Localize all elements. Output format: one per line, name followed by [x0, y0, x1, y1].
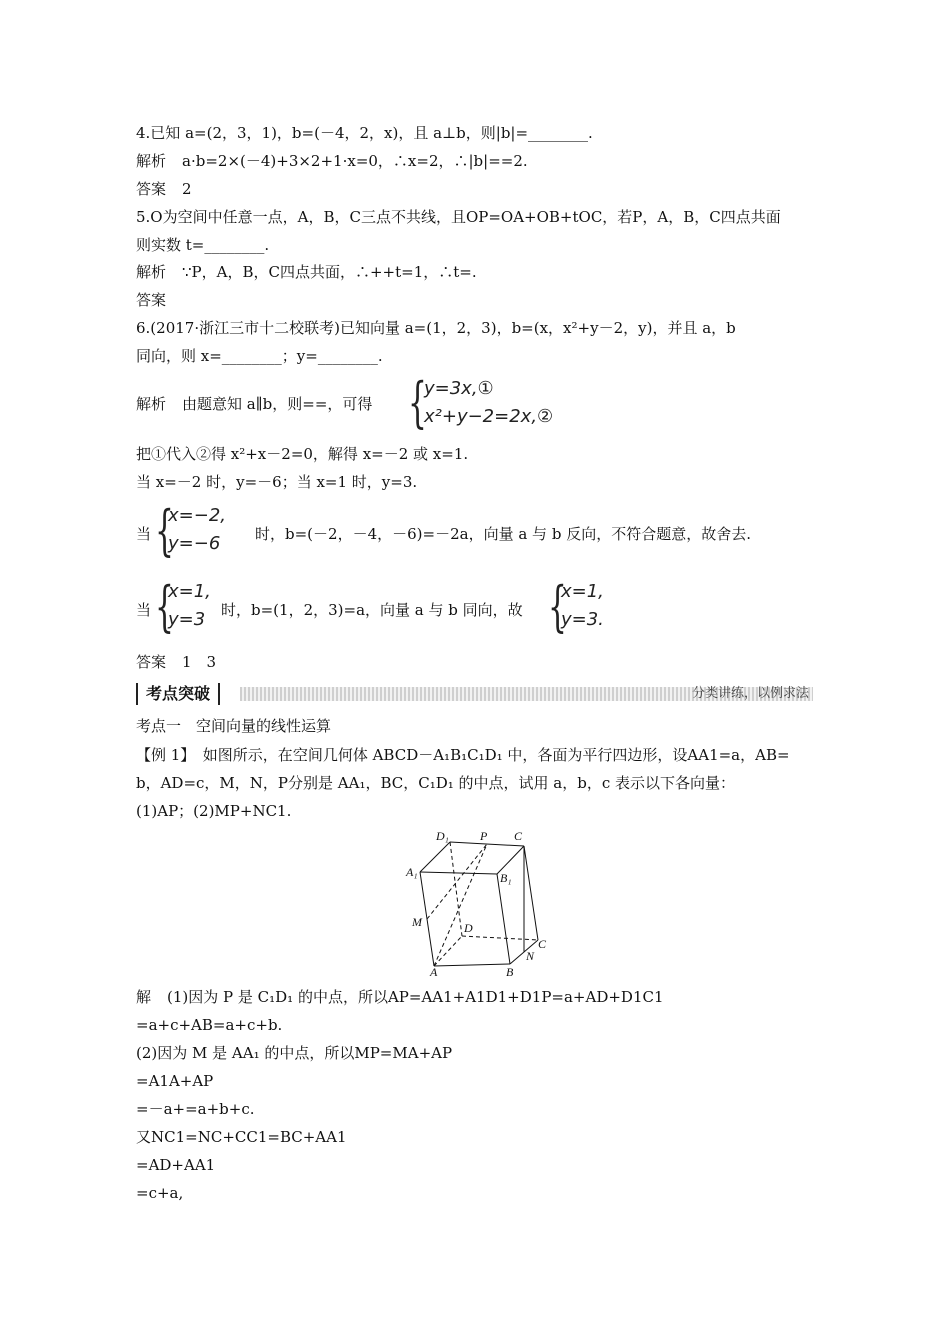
case-1-text: 当 时，b=(－2，－4，－6)=－2a，向量 a 与 b 反向，不符合题意，故舍去. [136, 525, 751, 543]
problem-4-text: 4.已知 a=(2，3，1)，b=(－4，2，x)，且 a⊥b，则|b|=________. [136, 124, 593, 142]
label-c: C [538, 937, 547, 951]
solution-line: =－a+=a+b+c. [136, 1100, 255, 1118]
solution-label: 解 [136, 988, 152, 1006]
example-1-questions: (1)AP；(2)MP+NC1. [136, 802, 292, 820]
section-subtitle: 分类讲练，以例求法 [691, 686, 809, 701]
parallelepiped-figure [402, 826, 562, 978]
solution-line: (2)因为 M 是 AA₁ 的中点，所以MP=MA+AP [136, 1044, 453, 1062]
problem-6-analysis: 解析 由题意知 a∥b，则==，可得 [136, 395, 373, 413]
solution-line: =AD+AA1 [136, 1156, 216, 1174]
solution-1: 解 (1)因为 P 是 C₁D₁ 的中点，所以AP=AA1+A1D1+D1P=a+AD+D1C1 [136, 988, 664, 1006]
brace-icon: { [155, 499, 174, 562]
brace-icon: { [548, 575, 567, 638]
answer-label: 答案 [136, 180, 167, 198]
brace-icon: { [408, 371, 427, 434]
label-m: M [412, 915, 422, 929]
label-a: A [430, 965, 438, 978]
example-1-text: 【例 1】 如图所示，在空间几何体 ABCD－A₁B₁C₁D₁ 中，各面为平行四边形，设AA1=a，AB= [136, 746, 790, 764]
problem-5-text: 5.O为空间中任意一点，A，B，C三点不共线，且OP=OA+OB+tOC，若P，A，B，C四点共面 [136, 208, 781, 226]
substitution-text: 把①代入②得 x²+x－2=0，解得 x=－2 或 x=1. [136, 445, 469, 463]
answer-label: 答案 [136, 653, 167, 671]
problem-5-text-cont: 则实数 t=________. [136, 236, 270, 254]
problem-5-analysis: 解析 ∵P，A，B，C四点共面，∴++t=1，∴t=. [136, 263, 477, 281]
section-header [136, 683, 813, 705]
analysis-label: 解析 [136, 152, 167, 170]
label-b: B [506, 965, 514, 978]
label-c1: C [514, 829, 523, 843]
problem-5-answer [136, 290, 182, 310]
label-d1: D₁ [436, 829, 449, 843]
problem-6-text-cont: 同向，则 x=________；y=________. [136, 347, 383, 365]
solution-line: =a+c+AB=a+c+b. [136, 1016, 283, 1034]
analysis-label: 解析 [136, 395, 167, 413]
example-1-text-cont: b，AD=c，M，N，P分别是 AA₁，BC，C₁D₁ 的中点，试用 a，b，c 表示以下各向量： [136, 774, 736, 792]
problem-4-answer: 答案 2 [136, 180, 192, 198]
label-a1: A₁ [406, 865, 418, 879]
brace-icon: { [155, 575, 174, 638]
equation-system-3: x=1, y=3 [168, 581, 211, 630]
section-title: 考点突破 [136, 683, 220, 705]
problem-4-analysis: 解析 a·b=2×(－4)+3×2+1·x=0，∴x=2，∴|b|==2. [136, 152, 528, 170]
solution-line: =A1A+AP [136, 1072, 214, 1090]
answer-label: 答案 [136, 291, 167, 309]
solution-line: 又NC1=NC+CC1=BC+AA1 [136, 1128, 347, 1146]
equation-system-2: x=−2, y=−6 [168, 505, 226, 554]
solution-line: =c+a, [136, 1184, 184, 1202]
case-2-text: 当 时，b=(1，2，3)=a，向量 a 与 b 同向，故 [136, 601, 523, 619]
cases-text: 当 x=－2 时，y=－6；当 x=1 时，y=3. [136, 473, 418, 491]
label-d: D [464, 921, 473, 935]
equation-system-4: x=1, y=3. [561, 581, 604, 630]
equation-system-1: y=3x,① x²+y−2=2x,② [424, 378, 554, 427]
label-b1: B₁ [500, 871, 512, 885]
problem-6-text: 6.(2017·浙江三市十二校联考)已知向量 a=(1，2，3)，b=(x，x²+y－2，y)，并且 a，b [136, 319, 736, 337]
problem-6-answer: 答案 1 3 [136, 653, 217, 671]
label-p: P [480, 829, 488, 843]
label-n: N [526, 949, 535, 963]
topic-title: 考点一 空间向量的线性运算 [136, 717, 332, 735]
analysis-label: 解析 [136, 263, 167, 281]
